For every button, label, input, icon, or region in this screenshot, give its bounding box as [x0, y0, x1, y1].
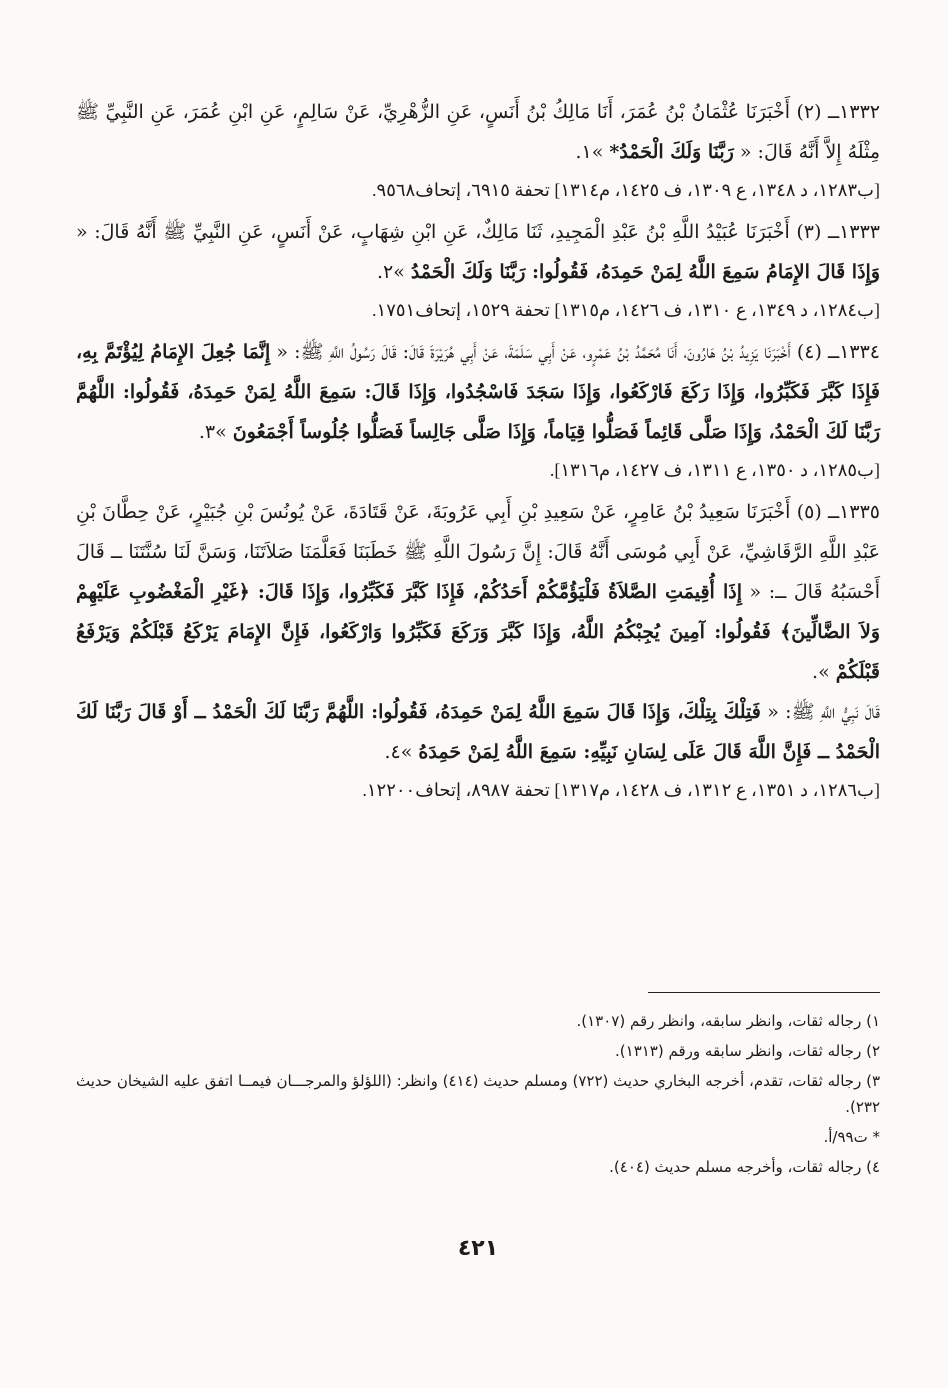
hadith-narration: قَالَ نَبِيُّ اللَّهِ ﷺ: «	[767, 701, 881, 723]
hadith-1332	[76, 92, 880, 208]
hadith-continuation	[76, 692, 880, 772]
hadith-quote: إِنَّمَا جُعِلَ الإِمَامُ لِيُؤْتَمَّ بِهِ، فَإِذَا كَبَّرَ فَكَبِّرُوا، وَإِذَا رَكَعَ فَارْكَعُوا، وَإِذَا سَجَدَ فَاسْجُدُوا، وَإِذَا قَالَ: سَمِعَ اللَّهُ لِمَنْ حَمِدَهُ، فَقُولُوا: اللَّهُمَّ رَبَّنَا لَكَ الْحَمْدُ، وَإِذَا صَلَّى قَائِماً فَصَلُّوا قِيَاماً، وَإِذَا صَلَّى جَالِساً فَصَلُّوا جُلُوساً أَجْمَعُونَ	[76, 341, 880, 443]
hadith-1335	[76, 492, 880, 808]
hadith-footnote-marker: »١.	[575, 141, 604, 163]
footnote-divider	[648, 992, 880, 993]
hadith-quote: وَإِذَا قَالَ الإِمَامُ سَمِعَ اللَّهُ لِمَنْ حَمِدَهُ، فَقُولُوا: رَبَّنَا وَلَكَ الْحَمْدُ	[410, 261, 880, 283]
footnote-star: * ت٩٩/أ.	[823, 1128, 880, 1146]
hadith-text	[76, 492, 880, 692]
hadith-text	[76, 92, 880, 172]
hadith-footnote-marker: »٤.	[384, 741, 413, 763]
hadith-quote: فَتِلْكَ بِتِلْكَ، وَإِذَا قَالَ سَمِعَ اللَّهُ لِمَنْ حَمِدَهُ، فَقُولُوا: اللَّهُمَّ رَبَّنَا لَكَ الْحَمْدُ ــ أَوْ قَالَ رَبَّنَا لَكَ الْحَمْدُ ــ فَإِنَّ اللَّهَ قَالَ عَلَى لِسَانِ نَبِيِّهِ: سَمِعَ اللَّهُ لِمَنْ حَمِدَهُ	[76, 701, 880, 763]
hadith-quote-close: ».	[812, 661, 830, 683]
page-number: ٤٢١	[457, 1236, 499, 1261]
footnotes	[76, 1008, 880, 1184]
hadith-quote: إِذَا أُقِيمَتِ الصَّلاَةُ فَلْيَؤُمَّكُمْ أَحَدُكُمْ، فَإِذَا كَبَّرَ فَكَبِّرُوا، وَإِذَا قَالَ: ﴿غَيْرِ الْمَغْضُوبِ عَلَيْهِمْ وَلاَ الضَّالِّينَ﴾ فَقُولُوا: آمِينَ يُجِبْكُمُ اللَّهُ، وَإِذَا كَبَّرَ وَرَكَعَ فَكَبِّرُوا وَارْكَعُوا، فَإِنَّ الإِمَامَ يَرْكَعُ قَبْلَكُمْ وَيَرْفَعُ قَبْلَكُمْ	[76, 581, 880, 683]
footnote-4: ٤) رجاله ثقات، وأخرجه مسلم حديث (٤٠٤).	[609, 1158, 880, 1176]
footnote-1: ١) رجاله ثقات، وانظر سابقه، وانظر رقم (١٣٠٧).	[576, 1012, 880, 1030]
document-page	[76, 92, 880, 1328]
hadith-narration: ١٣٣٤ــ (٤) أَخْبَرَنَا يَزِيدُ بْنُ هَارُونَ، أَنَا مُحَمَّدُ بْنُ عَمْرٍو، عَنْ أَبِي سَلَمَةَ، عَنْ أَبِي هُرَيْرَةَ قَالَ: قَالَ رَسُولُ اللَّهِ ﷺ: «	[276, 341, 881, 363]
hadith-narration: ١٣٣٢ــ (٢) أَخْبَرَنَا عُثْمَانُ بْنُ عُمَرَ، أَنَا مَالِكُ بْنُ أَنَسٍ، عَنِ الزُّهْرِيِّ، عَنْ سَالِمٍ، عَنِ ابْنِ عُمَرَ، عَنِ النَّبِيِّ ﷺ مِثْلَهُ إِلاَّ أَنَّهُ قَالَ: «	[76, 101, 880, 163]
hadith-reference: [ب١٢٨٤، د ١٣٤٩، ع ١٣١٠، ف ١٤٢٦، م١٣١٥] تحفة ١٥٢٩، إتحاف١٧٥١.	[372, 300, 880, 320]
hadith-reference: [ب١٢٨٣، د ١٣٤٨، ع ١٣٠٩، ف ١٤٢٥، م١٣١٤] تحفة ٦٩١٥، إتحاف٩٥٦٨.	[372, 180, 880, 200]
hadith-reference: [ب١٢٨٥، د ١٣٥٠، ع ١٣١١، ف ١٤٢٧، م١٣١٦].	[549, 460, 880, 480]
hadith-narration: ١٣٣٣ــ (٣) أَخْبَرَنَا عُبَيْدُ اللَّهِ بْنُ عَبْدِ الْمَجِيدِ، ثَنَا مَالِكٌ، عَنِ ابْنِ شِهَابٍ، عَنْ أَنَسٍ، عَنِ النَّبِيِّ ﷺ أَنَّهُ قَالَ: «	[76, 221, 880, 243]
hadith-reference: [ب١٢٨٦، د ١٣٥١، ع ١٣١٢، ف ١٤٢٨، م١٣١٧] تحفة ٨٩٨٧، إتحاف١٢٢٠٠.	[362, 780, 880, 800]
footnote-2: ٢) رجاله ثقات، وانظر سابقه ورقم (١٣١٣).	[615, 1042, 880, 1060]
hadith-text	[76, 332, 880, 452]
hadith-footnote-marker: »٣.	[198, 421, 227, 443]
hadith-text	[76, 212, 880, 292]
hadith-narration: ١٣٣٥ــ (٥) أَخْبَرَنَا سَعِيدُ بْنُ عَامِرٍ، عَنْ سَعِيدِ بْنِ أَبِي عَرُوبَةَ، عَنْ قَتَادَةَ، عَنْ يُونُسَ بْنِ جُبَيْرٍ، عَنْ حِطَّانَ بْنِ عَبْدِ اللَّهِ الرَّقَاشِيِّ، عَنْ أَبِي مُوسَى أَنَّهُ قَالَ: إِنَّ رَسُولَ اللَّهِ ﷺ خَطَبَنَا فَعَلَّمَنَا صَلاَتَنَا، وَسَنَّ لَنَا سُنَّتَنَا ــ قَالَ أَحْسَبُهُ قَالَ ــ: «	[76, 501, 880, 603]
hadith-1334	[76, 332, 880, 488]
hadith-footnote-marker: »٢.	[376, 261, 405, 283]
footnote-3: ٣) رجاله ثقات، تقدم، أخرجه البخاري حديث (٧٢٢) ومسلم حديث (٤١٤) وانظر: (اللؤلؤ والمرجـــان فيمــا اتفق عليه الشيخان حديث ٢٣٢).	[76, 1072, 881, 1116]
hadith-quote: رَبَّنَا وَلَكَ الْحَمْدُ*	[609, 141, 734, 163]
hadith-1333	[76, 212, 880, 328]
